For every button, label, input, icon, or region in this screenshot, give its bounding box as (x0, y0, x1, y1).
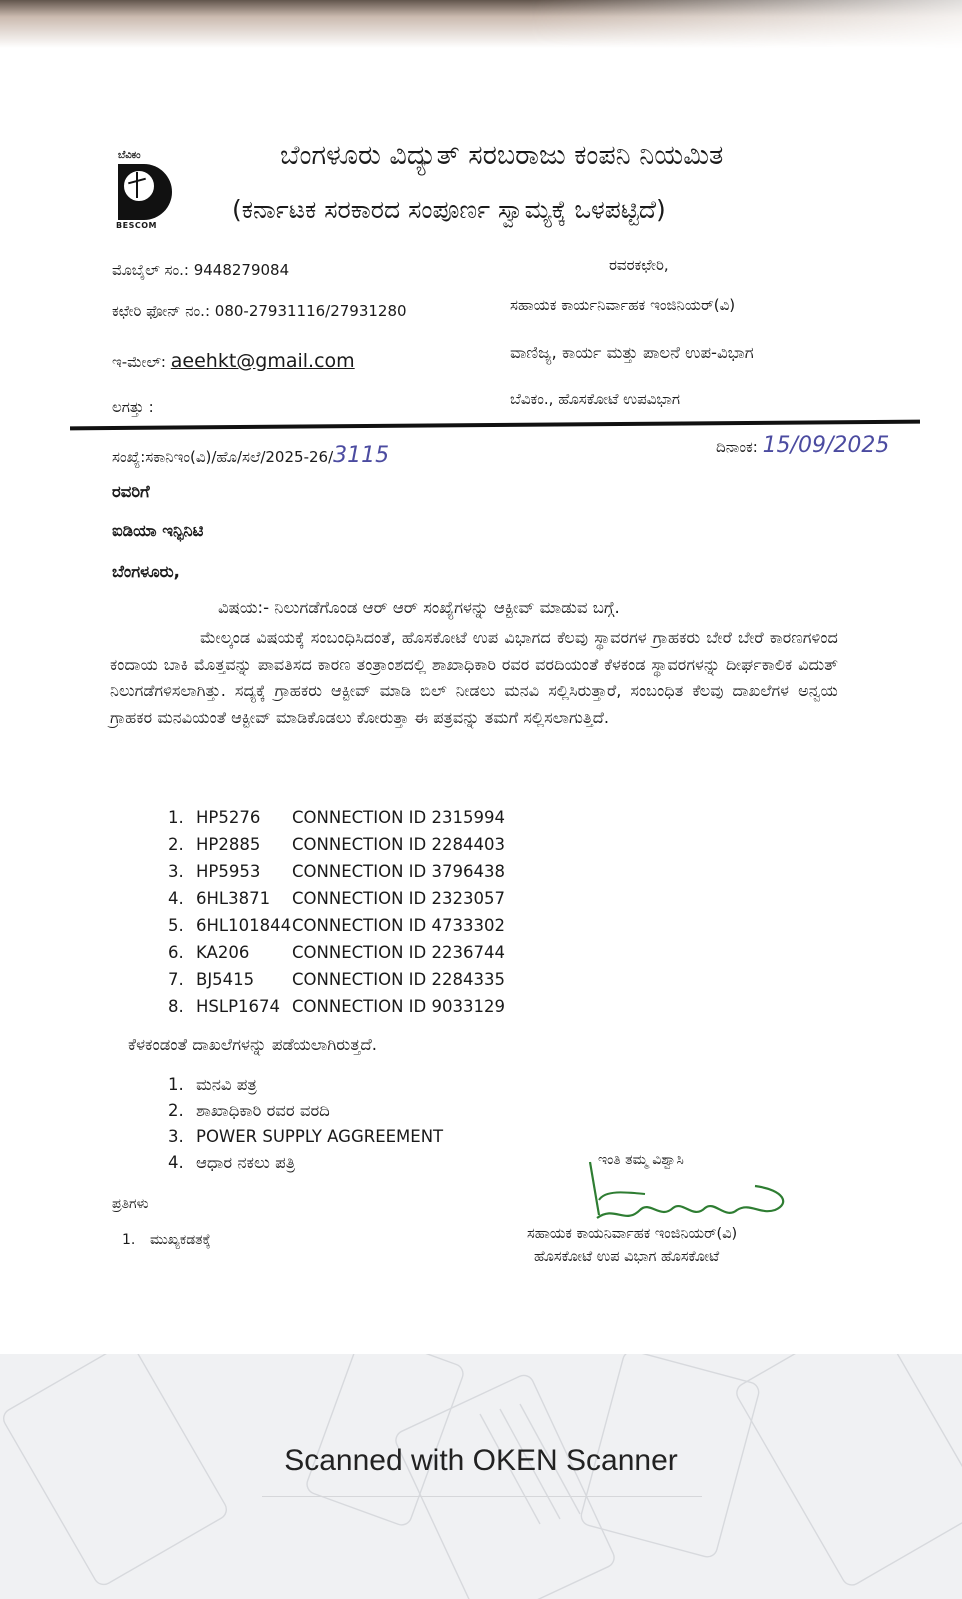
connection-item (168, 916, 505, 943)
connection-id: CONNECTION ID 2284403 (292, 835, 505, 854)
reference-handwritten: 3115 (333, 443, 390, 468)
reference-number (112, 443, 389, 468)
item-number: 8. (168, 997, 184, 1016)
connection-id: CONNECTION ID 4733302 (292, 916, 505, 935)
reference-prefix: ಸಂಖ್ಯೆ:ಸಕಾನಿಇಂ(ವಿ)/ಹೊ/ಸಲೆ/2025-26/ (112, 448, 334, 466)
item-number: 3. (168, 862, 184, 881)
document-item (168, 1101, 443, 1127)
date-label: ದಿನಾಂಕ: (716, 438, 758, 456)
item-number: 1. (168, 1075, 184, 1094)
item-number: 5. (168, 916, 184, 935)
connection-list (168, 808, 505, 1024)
signatory-designation: ಸಹಾಯಕ ಕಾಯನಿರ್ವಾಹಕ ಇಂಜಿನಿಯರ್(ವಿ) (527, 1226, 738, 1242)
date-handwritten: 15/09/2025 (762, 433, 890, 458)
connection-item (168, 943, 505, 970)
rr-code: 6HL3871 (196, 889, 271, 908)
company-subtitle: (ಕರ್ನಾಟಕ ಸರಕಾರದ ಸಂಪೂರ್ಣ ಸ್ವಾಮ್ಯಕ್ಕೆ ಒಳಪಟ್ಟಿದೆ) (232, 195, 666, 224)
connection-item (168, 970, 505, 997)
recipient-salutation: ರವರಿಗೆ (112, 482, 150, 501)
item-number: 3. (168, 1127, 184, 1146)
connection-item (168, 835, 505, 862)
connection-id: CONNECTION ID 2236744 (292, 943, 505, 962)
documents-list (168, 1075, 443, 1179)
date (716, 433, 889, 458)
company-name: ಬೆಂಗಳೂರು ವಿದ್ಯುತ್ ಸರಬರಾಜು ಕಂಪನಿ ನಿಯಮಿತ (280, 140, 724, 171)
rr-code: HP5276 (196, 808, 261, 827)
documents-intro: ಕೆಳಕಂಡಂತೆ ದಾಖಲೆಗಳನ್ನು ಪಡೆಯಲಾಗಿರುತ್ತದೆ. (128, 1035, 377, 1054)
rr-code: BJ5415 (196, 970, 255, 989)
rr-code: HP5953 (196, 862, 261, 881)
item-number: 7. (168, 970, 184, 989)
subject-line: ವಿಷಯ:- ನಿಲುಗಡೆಗೊಂಡ ಆರ್ ಆರ್ ಸಂಖ್ಯೆಗಳನ್ನು ಆಕ್ಟೀವ್ ಮಾಡುವ ಬಗ್ಗೆ. (218, 598, 620, 617)
logo-kannada-text: ಬೆವಿಕಂ (118, 150, 141, 161)
connection-id: CONNECTION ID 2315994 (292, 808, 505, 827)
scanner-footer (0, 1354, 962, 1599)
rr-code: KA206 (196, 943, 250, 962)
office-line-2: ಸಹಾಯಕ ಕಾರ್ಯನಿರ್ವಾಹಕ ಇಂಜಿನಿಯರ್(ವಿ) (510, 296, 736, 314)
document-item (168, 1153, 443, 1179)
scan-shadow (0, 0, 962, 48)
body-paragraph (110, 625, 838, 731)
item-number: 2. (168, 835, 184, 854)
copies-heading: ಪ್ರತಿಗಳು (112, 1196, 149, 1212)
office-line-3: ವಾಣಿಜ್ಯ, ಕಾರ್ಯ ಮತ್ತು ಪಾಲನೆ ಉಪ-ವಿಭಾಗ (510, 343, 754, 362)
footer-brand: Scanned with OKEN Scanner (284, 1444, 678, 1477)
signature-mark (585, 1160, 795, 1235)
item-number: 1. (168, 808, 184, 827)
connection-id: CONNECTION ID 2284335 (292, 970, 505, 989)
body-text: ಮೇಲ್ಕಂಡ ವಿಷಯಕ್ಕೆ ಸಂಬಂಧಿಸಿದಂತೆ, ಹೊಸಕೋಟೆ ಉಪ ವಿಭಾಗದ ಕೆಲವು ಸ್ಥಾವರಗಳ ಗ್ರಾಹಕರು ಬೇರೆ ಬೇರೆ ಕಾರಣಗಳಿಂದ ಕಂದಾಯ ಬಾಕಿ ಮೊತ್ತವನ್ನು ಪಾವತಿಸದ ಕಾರಣ ತಂತ್ರಾಂಶದಲ್ಲಿ ಶಾಖಾಧಿಕಾರಿ ರವರ ವರದಿಯಂತೆ ಕೆಳಕಂಡ ಸ್ಥಾವರಗಳನ್ನು ದೀರ್ಘಕಾಲಿಕ ವಿದುತ್ ನಿಲುಗಡೆಗಳಿಸಲಾಗಿತ್ತು. ಸದ್ಯಕ್ಕೆ ಗ್ರಾಹಕರು ಆಕ್ಟೀವ್ ಮಾಡಿ ಬಿಲ್ ನೀಡಲು ಮನವಿ ಸಲ್ಲಿಸಿರುತ್ತಾರೆ, ಸಂಬಂಧಿತ ಕೆಲವು ದಾಖಲೆಗಳ ಅನ್ವಯ ಗ್ರಾಹಕರ ಮನವಿಯಂತೆ ಆಕ್ಟೀವ್ ಮಾಡಿಕೊಡಲು ಕೋರುತ್ತಾ ಈ ಪತ್ರವನ್ನು ತಮಗೆ ಸಲ್ಲಿಸಲಾಗುತ್ತಿದೆ. (110, 628, 838, 727)
connection-item (168, 808, 505, 835)
document-label: ಮನವಿ ಪತ್ರ (196, 1075, 257, 1094)
connection-item (168, 889, 505, 916)
recipient-name: ಐಡಿಯಾ ಇನ್ಫಿನಿಟಿ (112, 521, 204, 540)
item-number: 2. (168, 1101, 184, 1120)
logo-circle (122, 169, 156, 203)
item-number: 1. (122, 1232, 136, 1248)
office-line-4: ಬೆವಿಕಂ., ಹೊಸಕೋಟೆ ಉಪವಿಭಾಗ (510, 390, 681, 408)
item-number: 4. (168, 889, 184, 908)
office-phone: ಕಛೇರಿ ಫೋನ್ ನಂ.: 080-27931116/27931280 (112, 302, 407, 320)
header-divider (70, 420, 920, 431)
document-item (168, 1075, 443, 1101)
recipient-city: ಬೆಂಗಳೂರು, (112, 562, 180, 581)
connection-id: CONNECTION ID 2323057 (292, 889, 505, 908)
bescom-logo (116, 150, 176, 230)
email-link[interactable]: aeehkt@gmail.com (170, 350, 355, 372)
email-row (112, 350, 355, 372)
closing: ಇಂತಿ ತಮ್ಮ ವಿಶ್ವಾಸಿ (598, 1152, 684, 1168)
office-line-1: ರವರಕಛೇರಿ, (609, 256, 669, 274)
mobile-number: ಮೊಬೈಲ್ ಸಂ.: 9448279084 (112, 261, 290, 279)
logo-english-text: BESCOM (116, 221, 157, 230)
copy-label: ಮುಖ್ಯಕಡತಕ್ಕೆ (150, 1232, 211, 1248)
document-label: POWER SUPPLY AGGREEMENT (196, 1127, 444, 1146)
copies-item (122, 1232, 211, 1248)
connection-item (168, 862, 505, 889)
document-label: ಆಧಾರ ನಕಲು ಪತ್ರಿ (196, 1153, 296, 1172)
footer-underline (262, 1496, 702, 1497)
electric-pole-icon (136, 172, 138, 198)
connection-id: CONNECTION ID 3796438 (292, 862, 505, 881)
document-label: ಶಾಖಾಧಿಕಾರಿ ರವರ ವರದಿ (196, 1101, 330, 1120)
rr-code: HSLP1674 (196, 997, 281, 1016)
item-number: 6. (168, 943, 184, 962)
rr-code: HP2885 (196, 835, 261, 854)
email-label: ಇ-ಮೇಲ್: (112, 353, 166, 371)
connection-item (168, 997, 505, 1024)
document-item (168, 1127, 443, 1153)
connection-id: CONNECTION ID 9033129 (292, 997, 505, 1016)
attachment-label: ಲಗತ್ತು : (112, 398, 154, 416)
rr-code: 6HL101844 (196, 916, 292, 935)
item-number: 4. (168, 1153, 184, 1172)
signatory-office: ಹೊಸಕೋಟೆ ಉಪ ವಿಭಾಗ ಹೊಸಕೋಟೆ (534, 1249, 720, 1265)
